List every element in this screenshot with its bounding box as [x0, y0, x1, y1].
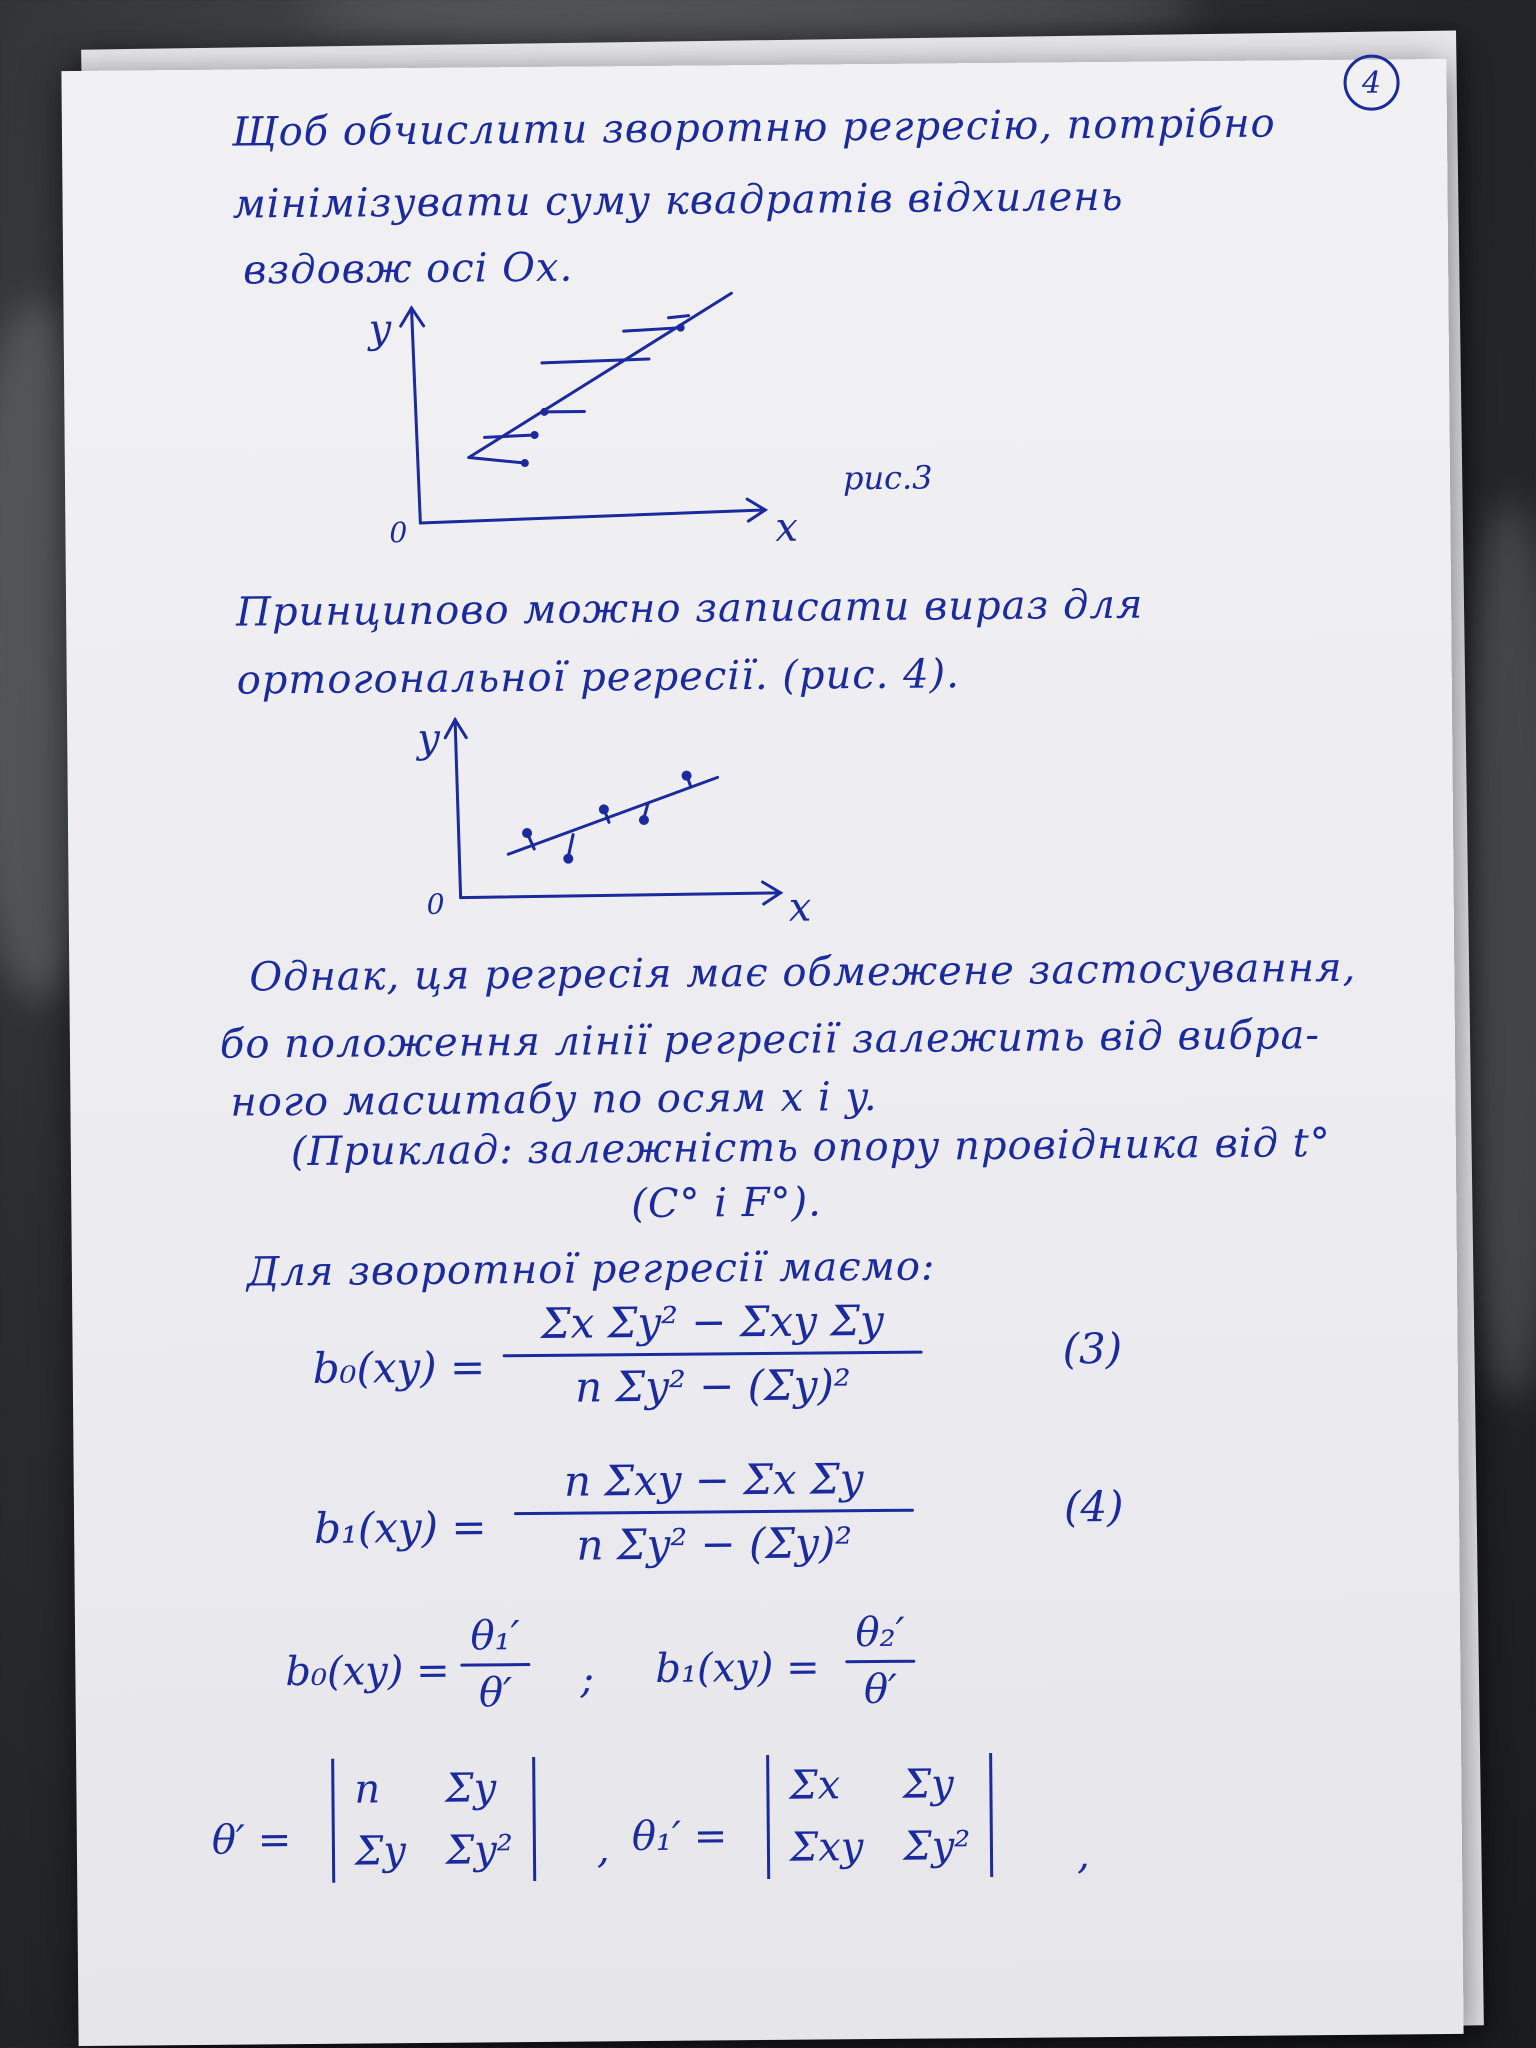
formula-3-numerator: Σx Σy² − Σxy Σy	[540, 1295, 884, 1348]
theta-cell: Σy	[354, 1828, 407, 1875]
fraction-bar	[503, 1351, 923, 1358]
fig4-point	[563, 854, 573, 864]
determinant-comma: ,	[596, 1826, 610, 1873]
theta-cell: Σy	[445, 1765, 497, 1812]
fig4-regression-line	[508, 777, 719, 854]
formula-3-denominator: n Σy² − (Σy)²	[574, 1360, 851, 1412]
paragraph-1-line-1: Щоб обчислити зворотню регресію, потрібно	[231, 100, 1276, 156]
ratio-b1-lhs: b₁(xy) =	[655, 1644, 820, 1692]
formula-4-denominator: n Σy² − (Σy)²	[576, 1518, 853, 1570]
ratio-b0-lhs: b₀(xy) =	[285, 1647, 450, 1696]
fig3-x-label: x	[775, 504, 799, 551]
determinant-comma: ,	[1076, 1832, 1090, 1879]
ratio-separator: ;	[580, 1656, 595, 1703]
theta-determinant	[331, 1757, 536, 1883]
formula-3-lhs: b₀(xy) =	[312, 1342, 486, 1393]
fig4-perpendicular	[568, 835, 573, 857]
formula-3-fraction	[502, 1296, 923, 1413]
theta-cell: n	[354, 1766, 381, 1813]
fig4-y-label: y	[417, 715, 441, 762]
fraction-bar	[514, 1509, 914, 1515]
theta-cell: Σy²	[445, 1827, 513, 1874]
paragraph-2-line-2: ортогональної регресії. (рис. 4).	[236, 651, 961, 704]
paragraph-4-line-1: Для зворотної регресії маємо:	[246, 1243, 936, 1296]
theta1-cell: Σy²	[903, 1823, 971, 1870]
theta1-cell: Σx	[789, 1762, 841, 1809]
theta1-cell: Σxy	[789, 1824, 864, 1871]
fig4-y-axis	[455, 720, 461, 898]
ratio-b1-fraction	[845, 1610, 916, 1714]
fraction-bar	[460, 1663, 530, 1667]
fraction-bar	[845, 1660, 915, 1664]
theta-lhs: θ′ =	[211, 1817, 292, 1864]
ratio-b0-denominator: θ′	[478, 1670, 513, 1717]
fig4-point	[599, 804, 609, 814]
fig4-x-label: x	[788, 884, 812, 931]
ratio-b1-numerator: θ₂′	[855, 1609, 905, 1657]
formula-4-numerator: n Σxy − Σx Σy	[563, 1454, 864, 1506]
fig4-point	[522, 828, 532, 838]
paragraph-3-line-5: (C° і F°).	[631, 1179, 823, 1228]
paragraph-1-line-2: мінімізувати суму квадратів відхилень	[232, 173, 1124, 228]
paragraph-3-line-2: бо положення лінії регресії залежить від вибра-	[219, 1012, 1321, 1068]
fig3-origin-label: 0	[389, 516, 408, 550]
paragraph-3-line-4: (Приклад: залежність опору провідника від t°	[290, 1120, 1331, 1176]
formula-4-tag: (4)	[1063, 1481, 1124, 1532]
fig4-origin-label: 0	[426, 887, 445, 921]
paragraph-3-line-3: ного масштабу по осям x і y.	[230, 1073, 878, 1126]
theta1-determinant	[766, 1753, 993, 1879]
page-number: 4	[1361, 65, 1382, 101]
paper-sheet	[61, 59, 1463, 2046]
formula-3-tag: (3)	[1062, 1323, 1123, 1374]
fig4-x-axis	[461, 893, 781, 898]
theta1-lhs: θ₁′ =	[631, 1813, 728, 1861]
fig4-point	[682, 771, 692, 781]
theta1-cell: Σy	[902, 1761, 954, 1808]
ratio-b0-fraction	[460, 1613, 531, 1717]
paragraph-2-line-1: Принципово можно записати вираз для	[235, 581, 1144, 636]
ratio-b1-denominator: θ′	[863, 1666, 898, 1714]
fig3-caption: рис.3	[842, 458, 933, 498]
fig3-y-label: y	[368, 306, 392, 353]
fig4-point	[639, 815, 649, 825]
formula-4-lhs: b₁(xy) =	[313, 1502, 487, 1553]
formula-4-fraction	[514, 1454, 915, 1570]
ratio-b0-numerator: θ₁′	[470, 1613, 520, 1660]
paragraph-1-line-3: вздовж осі Ox.	[242, 244, 574, 294]
paragraph-3-line-1: Однак, ця регресія має обмежене застосування,	[249, 944, 1357, 1001]
